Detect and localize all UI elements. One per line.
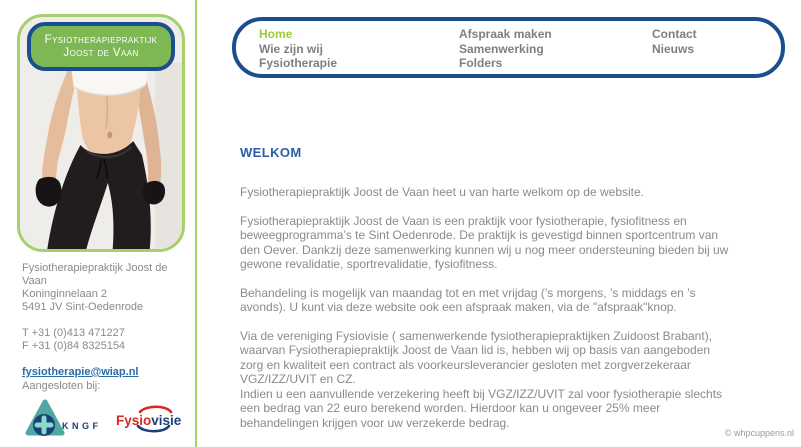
practice-photo <box>20 63 182 249</box>
nav-item-fysiotherapie[interactable]: Fysiotherapie <box>259 56 338 70</box>
contact-city: 5491 JV Sint-Oedenrode <box>22 301 144 313</box>
nav-item-folders[interactable]: Folders <box>459 56 503 70</box>
affiliation-label: Aangesloten bij: <box>22 380 101 392</box>
fysiovisie-logo[interactable] <box>114 403 190 435</box>
nav-item-samenwerking[interactable]: Samenwerking <box>459 41 544 56</box>
main-navigation <box>232 17 785 78</box>
contact-phone: T +31 (0)413 471227 <box>22 327 125 339</box>
nav-item-afspraak-maken[interactable]: Afspraak maken <box>459 27 552 41</box>
sidebar-photo-card <box>17 14 185 252</box>
affiliation-logos <box>24 398 190 440</box>
nav-item-contact[interactable]: Contact <box>652 27 697 41</box>
copyright-notice: © whpcuppens.nl <box>724 428 794 438</box>
page-title: WELKOM <box>240 145 302 160</box>
contact-block <box>22 262 192 392</box>
insurance-paragraph-line2: Indien u een aanvullende verzekering heeft bij VGZ/IZZ/UVIT zal voor fysiotherapie slechts een bedrag van 22 euro berekend worden. Hierdoor kan u ongeveer 25% meer behandelingen krijgen voor uw verzekerde bedrag. <box>240 386 723 430</box>
svg-text:Fysiovisie: Fysiovisie <box>116 413 182 428</box>
practice-paragraph: Fysiotherapiepraktijk Joost de Vaan is een praktijk voor fysiotherapie, fysiofitness en beweegprogramma’s te Sint Oedenrode. De praktijk is gevestigd binnen sportcentrum van den Oever. Dankzij deze samenwerking kunnen wij u nog meer ondersteuning bieden bij uw gewone revalidatie, sportrevalidatie, fysiofitness. <box>240 213 729 271</box>
nav-item-wie-zijn-wij[interactable]: Wie zijn wij <box>259 41 323 56</box>
insurance-paragraph-line1: Via de vereniging Fysiovisie ( samenwerkende fysiotherapiepraktijken Zuidoost Brabant), waarvan Fysiotherapiepraktijk Joost de Vaan lid is, hebben wij op basis van aangeboden zorg en kwaliteit een contract als voorkeursleverancier gesloten met zorgverzekeraar VGZ/IZZ/UVIT en CZ. <box>240 328 713 386</box>
site-logo-badge[interactable] <box>27 22 175 71</box>
site-logo-line2: Joost de Vaan <box>63 46 139 59</box>
nav-column-2 <box>459 27 652 74</box>
nav-item-nieuws[interactable]: Nieuws <box>652 41 695 56</box>
svg-text:KNGF: KNGF <box>62 421 102 431</box>
main-content <box>240 145 736 430</box>
kngf-logo[interactable] <box>24 399 106 439</box>
site-logo-line1: Fysiotherapiepraktijk <box>44 33 158 46</box>
vertical-divider <box>195 0 197 447</box>
email-link[interactable]: fysiotherapie@wiap.nl <box>22 366 139 378</box>
contact-name: Fysiotherapiepraktijk Joost de Vaan <box>22 262 168 287</box>
contact-street: Koninginnelaan 2 <box>22 288 108 300</box>
welcome-paragraph: Fysiotherapiepraktijk Joost de Vaan heet u van harte welkom op de website. <box>240 185 645 199</box>
contact-fax: F +31 (0)84 8325154 <box>22 340 126 352</box>
nav-column-1 <box>259 27 459 74</box>
nav-item-home[interactable]: Home <box>259 27 293 41</box>
nav-column-3 <box>652 27 697 74</box>
treatment-paragraph: Behandeling is mogelijk van maandag tot en met vrijdag (’s morgens, ’s middags en ’s avonds). U kunt via deze website ook een afspraak maken, via de "afspraak"knop. <box>240 285 696 314</box>
insurance-paragraph <box>240 329 736 431</box>
